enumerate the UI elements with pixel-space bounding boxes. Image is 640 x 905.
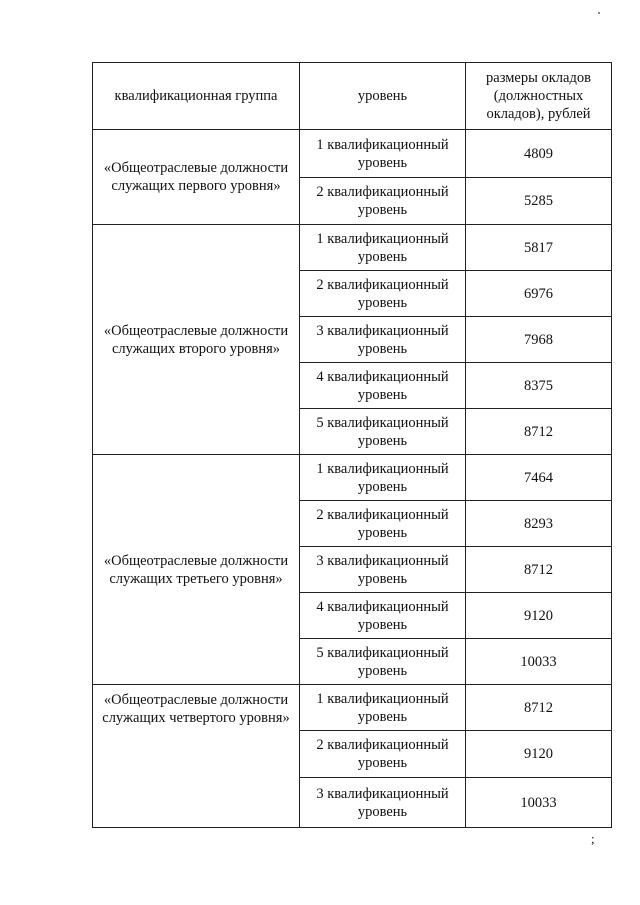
level-cell: 3 квалификационный уровень [300,778,466,828]
header-row [93,63,612,130]
level-cell: 5 квалификационный уровень [300,639,466,685]
level-cell: 2 квалификационный уровень [300,501,466,547]
salary-cell: 5817 [466,225,612,271]
level-cell: 5 квалификационный уровень [300,409,466,455]
salary-cell: 5285 [466,178,612,225]
salary-cell: 9120 [466,593,612,639]
level-cell: 2 квалификационный уровень [300,731,466,778]
table-row [93,455,612,501]
salary-cell: 8712 [466,685,612,731]
table-row [93,130,612,178]
salary-cell: 8712 [466,547,612,593]
salary-cell: 6976 [466,271,612,317]
level-cell: 4 квалификационный уровень [300,363,466,409]
salary-cell: 8375 [466,363,612,409]
level-cell: 3 квалификационный уровень [300,547,466,593]
level-cell: 1 квалификационный уровень [300,455,466,501]
level-cell: 1 квалификационный уровень [300,685,466,731]
header-salary: размеры окладов (должностных окладов), рублей [466,63,612,130]
scan-dot [598,12,600,14]
group-name-cell: «Общеотраслевые должности служащих второго уровня» [93,225,300,455]
level-cell: 2 квалификационный уровень [300,271,466,317]
footer-semicolon: ; [591,831,595,846]
table-row [93,685,612,731]
table-row [93,225,612,271]
salary-table [92,62,612,828]
salary-cell: 10033 [466,639,612,685]
level-cell: 2 квалификационный уровень [300,178,466,225]
level-cell: 3 квалификационный уровень [300,317,466,363]
level-cell: 1 квалификационный уровень [300,130,466,178]
salary-cell: 10033 [466,778,612,828]
header-level: уровень [300,63,466,130]
level-cell: 4 квалификационный уровень [300,593,466,639]
group-name-cell: «Общеотраслевые должности служащих третьего уровня» [93,455,300,685]
header-qualification-group: квалификационная группа [93,63,300,130]
group-name-cell: «Общеотраслевые должности служащих первого уровня» [93,130,300,225]
salary-cell: 9120 [466,731,612,778]
salary-cell: 7464 [466,455,612,501]
salary-cell: 8293 [466,501,612,547]
level-cell: 1 квалификационный уровень [300,225,466,271]
salary-cell: 4809 [466,130,612,178]
salary-cell: 7968 [466,317,612,363]
salary-cell: 8712 [466,409,612,455]
group-name-cell: «Общеотраслевые должности служащих четвертого уровня» [93,685,300,828]
